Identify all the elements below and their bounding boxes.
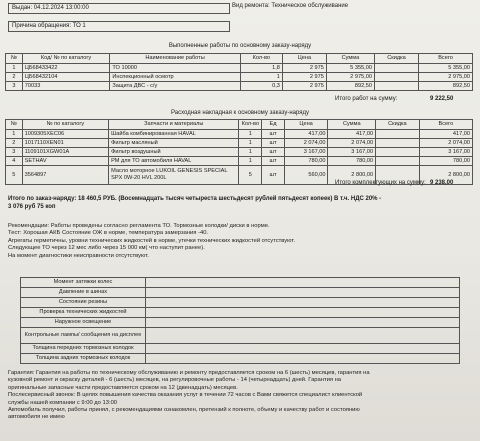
checks-table bbox=[20, 277, 460, 364]
cell bbox=[376, 157, 420, 166]
cell: 1 bbox=[239, 148, 262, 157]
cell: 1109101XGW01A bbox=[22, 148, 109, 157]
warranty-line: оригинальные запасные части предоставляется сроком на 12 (двенадцать) месяцев. bbox=[8, 384, 238, 391]
cell: 780,00 bbox=[328, 157, 376, 166]
cell bbox=[376, 139, 420, 148]
check-label: Толщина передних тормозных колодок bbox=[21, 344, 146, 354]
works-col-qty: Кол-во bbox=[240, 54, 282, 64]
cell: Защита ДВС - с/у bbox=[110, 82, 240, 91]
check-label: Проверка технических жидкостей bbox=[21, 308, 146, 318]
cell: 3 167,00 bbox=[328, 148, 376, 157]
check-value bbox=[146, 328, 460, 344]
cell: 70033 bbox=[22, 82, 110, 91]
parts-row bbox=[6, 139, 473, 148]
check-label: Наружное освещение bbox=[21, 318, 146, 328]
parts-table bbox=[5, 119, 473, 185]
parts-row bbox=[6, 157, 473, 166]
works-col-name: Наименование работы bbox=[110, 54, 240, 64]
cell: 1 bbox=[6, 130, 23, 139]
cell: РМ для ТО автомобиля HAVAL bbox=[109, 157, 239, 166]
parts-total-value: 9 238,00 bbox=[430, 180, 454, 186]
warranty-line: Послесервисный звонок: В целях повышения качества оказания услуг в течении 72 часов с Вами свяжется специалист клиентской bbox=[8, 392, 363, 399]
check-label: Контрольные лампы/ сообщения на дисплее bbox=[21, 328, 146, 344]
check-row bbox=[21, 308, 460, 318]
check-value bbox=[146, 288, 460, 298]
cell: ЦБ68432104 bbox=[22, 73, 110, 82]
cell: 4 bbox=[6, 157, 23, 166]
check-row bbox=[21, 344, 460, 354]
issued-date: Выдан: 04.12.2024 13:00:00 bbox=[8, 3, 230, 14]
warranty-block bbox=[8, 370, 476, 422]
recommendation-line: Рекомендации: Работы проведены согласно регламента ТО. Тормозные колодки/ диски в норме. bbox=[8, 223, 270, 229]
works-col-discount: Скидка bbox=[374, 54, 418, 64]
parts-title: Расходная накладная к основному заказу-наряду bbox=[170, 110, 310, 116]
warranty-line: кузовной ремонт и окраску деталей - 6 (шесть) месяцев, на регулировочные работы - 14 (четырнадцать) дней. Гарантия на bbox=[8, 377, 342, 384]
cell: 417,00 bbox=[328, 130, 376, 139]
cell: 1 bbox=[239, 157, 262, 166]
cell: 2 975,00 bbox=[326, 73, 374, 82]
parts-col-catalog: № по каталогу bbox=[22, 120, 109, 130]
recommendation-line: На момент диагностики неисправности отсутствуют. bbox=[8, 252, 149, 259]
recommendations-block bbox=[8, 223, 473, 260]
cell: 3 bbox=[6, 82, 23, 91]
cell: 417,00 bbox=[419, 130, 472, 139]
cell: шт bbox=[262, 139, 284, 148]
cell: 417,00 bbox=[284, 130, 328, 139]
works-col-sum: Сумма bbox=[326, 54, 374, 64]
check-row bbox=[21, 328, 460, 344]
check-row bbox=[21, 354, 460, 364]
cell: 1 bbox=[239, 130, 262, 139]
cell bbox=[376, 148, 420, 157]
works-total-label: Итого работ на сумму: bbox=[335, 96, 398, 102]
cell: 2 bbox=[6, 139, 23, 148]
cell: 892,50 bbox=[326, 82, 374, 91]
parts-col-price: Цена bbox=[284, 120, 328, 130]
cell: шт bbox=[262, 130, 284, 139]
cell: 3 167,00 bbox=[419, 148, 472, 157]
parts-col-unit: Ед bbox=[262, 120, 284, 130]
check-row bbox=[21, 288, 460, 298]
cell bbox=[374, 73, 418, 82]
works-total-value: 9 222,50 bbox=[430, 96, 454, 102]
repair-type: Вид ремонта: Техническое обслуживание bbox=[232, 3, 349, 9]
cell: 5 bbox=[6, 166, 23, 185]
cell: 2 074,00 bbox=[284, 139, 328, 148]
cell: 560,00 bbox=[284, 166, 328, 185]
cell: Масло моторное LUKOIL GENESIS SPECIAL SPX 0W-20 HVL 200L bbox=[109, 166, 239, 185]
parts-col-total: Всего bbox=[419, 120, 472, 130]
works-header-row bbox=[6, 54, 473, 64]
cell: ТО 10000 bbox=[110, 64, 240, 73]
parts-col-name: Запчасти и материалы bbox=[109, 120, 239, 130]
cell: 2 bbox=[6, 73, 23, 82]
cell: 1 bbox=[239, 139, 262, 148]
check-value bbox=[146, 344, 460, 354]
cell: 5 bbox=[239, 166, 262, 185]
recommendation-line: Следующее ТО через 12 мес либо через 15 000 км( что наступит ранее). bbox=[8, 245, 205, 252]
check-value bbox=[146, 298, 460, 308]
cell: 2 975 bbox=[282, 73, 326, 82]
cell: Фильтр воздушный bbox=[109, 148, 239, 157]
check-value bbox=[146, 318, 460, 328]
works-row bbox=[6, 82, 473, 91]
works-table bbox=[5, 53, 473, 91]
warranty-line: автомобиля не имею bbox=[8, 414, 65, 421]
cell: 1,8 bbox=[240, 64, 282, 73]
check-row bbox=[21, 278, 460, 288]
parts-total-label: Итого комплектующих на сумму: bbox=[335, 180, 426, 186]
check-value bbox=[146, 308, 460, 318]
check-value bbox=[146, 278, 460, 288]
cell: 2 074,00 bbox=[328, 139, 376, 148]
order-total-line: Итого по заказ-наряду: 18 460,5 РУБ. (Восемнадцать тысяч четыреста шестьдесят рублей пятьдесят копеек) В т.ч. НДС 20% - bbox=[8, 196, 382, 202]
cell: 1 bbox=[6, 64, 23, 73]
cell: 2 074,00 bbox=[419, 139, 472, 148]
check-row bbox=[21, 318, 460, 328]
works-row bbox=[6, 64, 473, 73]
check-label: Давление в шинах bbox=[21, 288, 146, 298]
cell: 780,00 bbox=[284, 157, 328, 166]
cell: шт bbox=[262, 148, 284, 157]
cell: 3564897 bbox=[22, 166, 109, 185]
check-row bbox=[21, 298, 460, 308]
works-row bbox=[6, 73, 473, 82]
cell: Инспекционный осмотр bbox=[110, 73, 240, 82]
order-vat-line: 3 076 руб 75 коп bbox=[8, 204, 56, 210]
cell: Шайба комбинированная HAVAL bbox=[109, 130, 239, 139]
works-col-total: Всего bbox=[419, 54, 473, 64]
cell: 2 975,00 bbox=[419, 73, 473, 82]
cell: Фильтр масляный bbox=[109, 139, 239, 148]
cell bbox=[374, 82, 418, 91]
check-label: Момент затяжки колес bbox=[21, 278, 146, 288]
parts-row bbox=[6, 148, 473, 157]
cell: 3 167,00 bbox=[284, 148, 328, 157]
parts-col-sum: Сумма bbox=[328, 120, 376, 130]
cell: 1009305XEC06 bbox=[22, 130, 109, 139]
cell: SETHAV bbox=[22, 157, 109, 166]
cell: 2 800,00 bbox=[419, 166, 472, 185]
check-label: Толщина задних тормозных колодок bbox=[21, 354, 146, 364]
parts-col-discount: Скидка bbox=[376, 120, 420, 130]
cell: шт bbox=[262, 157, 284, 166]
cell bbox=[374, 64, 418, 73]
request-reason: Причина обращения: ТО 1 bbox=[8, 21, 230, 32]
works-col-code: Код/ № по каталогу bbox=[22, 54, 110, 64]
cell: ЦБ68433422 bbox=[22, 64, 110, 73]
cell: шт bbox=[262, 166, 284, 185]
cell bbox=[376, 130, 420, 139]
warranty-line: службы нашей компании с 9:00 до 13:00 bbox=[8, 399, 118, 406]
check-label: Состояние резины bbox=[21, 298, 146, 308]
cell: 3 bbox=[6, 148, 23, 157]
cell: 0,3 bbox=[240, 82, 282, 91]
works-col-num: № bbox=[6, 54, 23, 64]
cell: 2 975 bbox=[282, 64, 326, 73]
cell: 1017110XEN01 bbox=[22, 139, 109, 148]
cell: 892,50 bbox=[419, 82, 473, 91]
cell: 2 800,00 bbox=[328, 166, 376, 185]
check-value bbox=[146, 354, 460, 364]
cell: 5 355,00 bbox=[419, 64, 473, 73]
parts-col-num: № bbox=[6, 120, 23, 130]
recommendation-line: Агрегаты герметичны, уровни технических жидкостей в норме, утечки технических жидкостей отсутствуют. bbox=[8, 237, 295, 244]
works-title: Выполненные работы по основному заказу-наряду bbox=[168, 43, 312, 49]
works-col-price: Цена bbox=[282, 54, 326, 64]
cell: 780,00 bbox=[419, 157, 472, 166]
cell: 5 355,00 bbox=[326, 64, 374, 73]
parts-col-qty: Кол-во bbox=[239, 120, 262, 130]
warranty-line: Гарантия: Гарантия на работы по техническому обслуживанию и ремонту предоставляется сроком на 6 (шесть) месяцев, гарантия на bbox=[8, 370, 370, 376]
cell: 1 bbox=[240, 73, 282, 82]
warranty-line: Автомобиль получил, работы принял, с рекомендациями ознакомлен, претензий к полноте, объему и качеству работ и состоянию bbox=[8, 407, 360, 414]
parts-row bbox=[6, 130, 473, 139]
parts-header-row bbox=[6, 120, 473, 130]
recommendation-line: Тест: Хорошая АКБ Состояние ОЖ в норме, температура замерзания -40. bbox=[8, 230, 209, 237]
cell: 2 975 bbox=[282, 82, 326, 91]
